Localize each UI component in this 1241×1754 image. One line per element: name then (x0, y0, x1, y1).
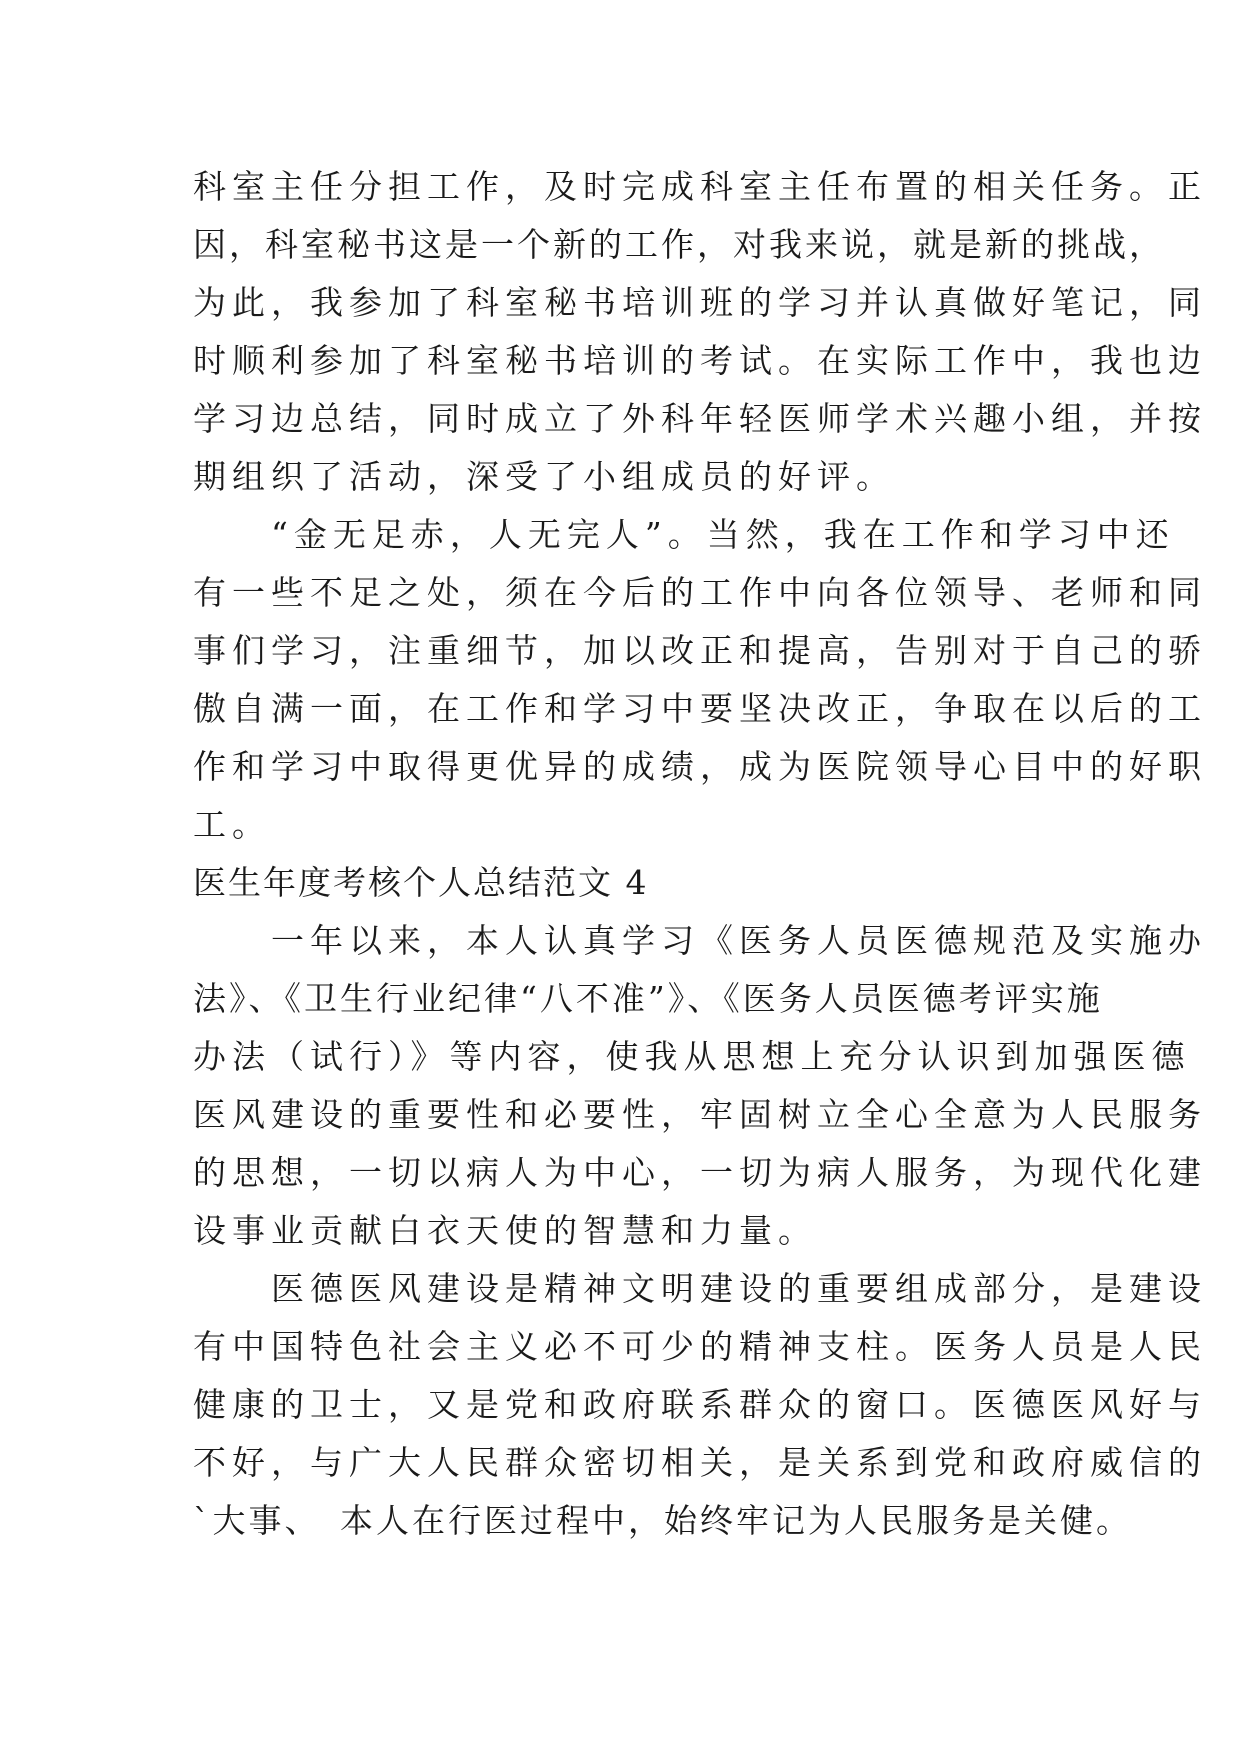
section-heading: 医生年度考核个人总结范文 4 (193, 863, 649, 902)
text-line: 期组织了活动，深受了小组成员的好评。 (193, 457, 895, 496)
text-line: 办法（试行）》等内容，使我从思想上充分认识到加强医德 (193, 1037, 1191, 1076)
text-line: 为此，我参加了科室秘书培训班的学习并认真做好笔记，同 (193, 283, 1207, 322)
text-line: 健康的卫士，又是党和政府联系群众的窗口。医德医风好与 (193, 1385, 1207, 1424)
text-line: 医德医风建设是精神文明建设的重要组成部分，是建设 (193, 1269, 1207, 1308)
text-line: 有一些不足之处，须在今后的工作中向各位领导、老师和同 (193, 573, 1207, 612)
text-line: 法》、《卫生行业纪律“八不准”》、《医务人员医德考评实施 (193, 979, 1103, 1018)
text-line: 学习边总结，同时成立了外科年轻医师学术兴趣小组，并按 (193, 399, 1207, 438)
text-line: 事们学习，注重细节，加以改正和提高，告别对于自己的骄 (193, 631, 1207, 670)
text-line: 一年以来，本人认真学习《医务人员医德规范及实施办 (193, 921, 1207, 960)
text-line: 不好，与广大人民群众密切相关，是关系到党和政府威信的 (193, 1443, 1207, 1482)
text-line: `大事、 本人在行医过程中，始终牢记为人民服务是关健。 (193, 1501, 1132, 1540)
text-line: 傲自满一面，在工作和学习中要坚决改正，争取在以后的工 (193, 689, 1207, 728)
text-line: 科室主任分担工作，及时完成科室主任布置的相关任务。正 (193, 167, 1207, 206)
text-line: 的思想，一切以病人为中心，一切为病人服务，为现代化建 (193, 1153, 1207, 1192)
document-body (193, 158, 1207, 1550)
text-line: 工。 (193, 805, 271, 844)
text-line: 医风建设的重要性和必要性，牢固树立全心全意为人民服务 (193, 1095, 1207, 1134)
text-line: “金无足赤，人无完人”。当然，我在工作和学习中还 (193, 515, 1175, 554)
text-line: 作和学习中取得更优异的成绩，成为医院领导心目中的好职 (193, 747, 1207, 786)
text-line: 因，科室秘书这是一个新的工作，对我来说，就是新的挑战， (193, 225, 1165, 264)
text-line: 设事业贡献白衣天使的智慧和力量。 (193, 1211, 817, 1250)
text-line: 有中国特色社会主义必不可少的精神支柱。医务人员是人民 (193, 1327, 1207, 1366)
text-line: 时顺利参加了科室秘书培训的考试。在实际工作中，我也边 (193, 341, 1207, 380)
